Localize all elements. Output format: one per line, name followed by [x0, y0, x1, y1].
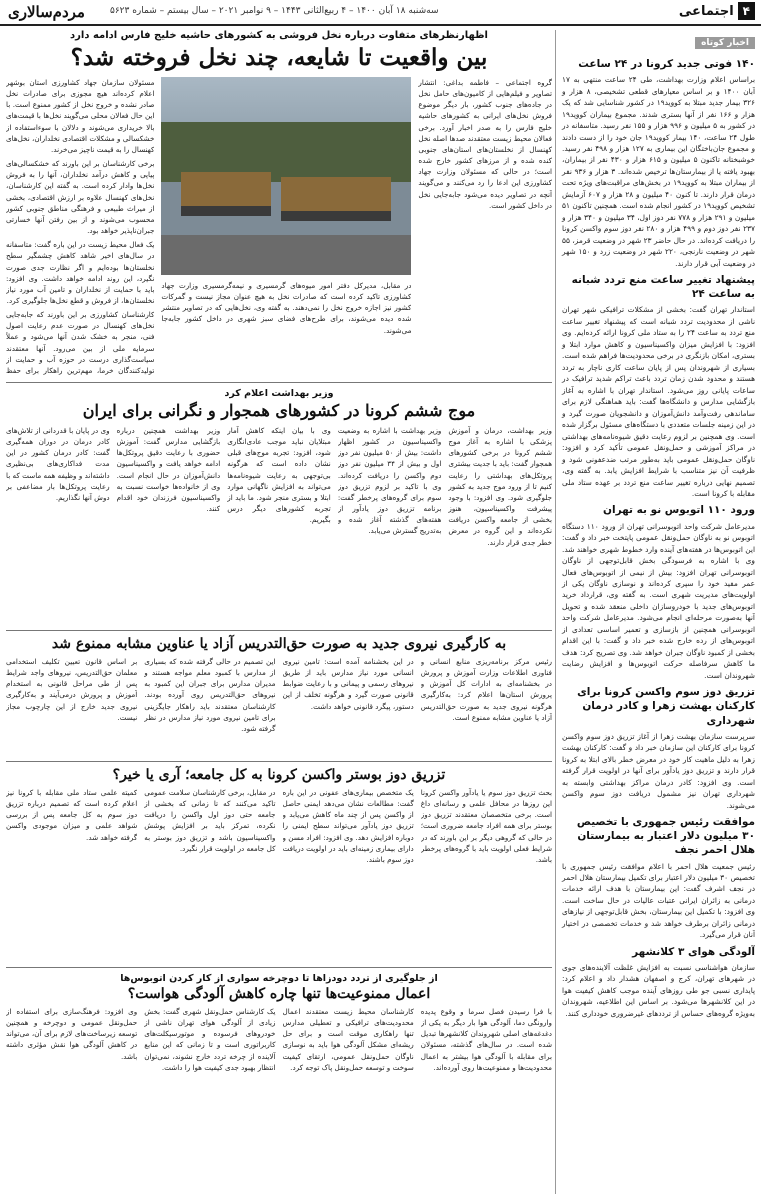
article-column	[6, 1006, 137, 1151]
article-paragraph: با فرا رسیدن فصل سرما و وقوع پدیده وارونگی دما، آلودگی هوا بار دیگر به یکی از دغدغه‌های اصلی شهروندان کلانشهرها تبدیل شده است. در سال‌های گذشته، مسئولان برای مقابله با آلودگی هوا بیشتر به اعمال محدودیت‌ها و ممنوعیت‌ها روی آورده‌اند.	[420, 1007, 552, 1072]
article-paragraph: یک متخصص بیماری‌های عفونی در این باره گفت: مطالعات نشان می‌دهد ایمنی حاصل از واکسن پس از چند ماه کاهش می‌یابد و تزریق دوز یادآور می‌تواند سطح ایمنی را دوباره افزایش دهد. وی افزود: افراد مسن و دارای بیماری زمینه‌ای باید در اولویت دریافت دوز سوم باشند.	[282, 788, 414, 864]
article-corona-sixth-wave	[6, 388, 552, 625]
article-column	[117, 425, 221, 625]
article-column	[144, 787, 275, 962]
article-column	[144, 656, 275, 756]
article-column	[144, 1006, 275, 1151]
article-column	[6, 425, 110, 625]
article-column	[227, 425, 331, 625]
article-paragraph: وی در پایان با قدردانی از تلاش‌های کادر درمان در دوران همه‌گیری گفت: کادر درمان کشور در این مدت فداکاری‌های بی‌نظیری داشته‌اند و وظیفه همه ماست که با رعایت پروتکل‌ها بار مضاعفی بر دوش آنها نگذاریم.	[6, 426, 110, 502]
section-name: اجتماعی	[678, 3, 734, 19]
article-paragraph: در مقابل، مدیرکل دفتر امور میوه‌های گرمسیری و نیمه‌گرمسیری وزارت جهاد کشاورزی تاکید کرده است که صادرات نخل به هیچ عنوان مجاز نیست و گمرکات کشور نیز اجازه خروج نخل را نمی‌دهند. به گفته وی، نخل‌هایی که در تصاویر منتشر شده دیده می‌شوند، برای طرح‌های فضای سبز شهری در داخل کشور جابه‌جا می‌شوند.	[161, 281, 412, 335]
article-paragraph: این تصمیم در حالی گرفته شده که بسیاری از مدارس با کمبود معلم مواجه هستند و مدیران مدارس برای جبران این کمبود به نیروهای حق‌التدریس روی آورده بودند. کارشناسان معتقدند باید راهکار جایگزینی برای تامین نیروی مورد نیاز مدارس در نظر گرفته شود.	[144, 657, 276, 733]
article-paragraph: کمیته علمی ستاد ملی مقابله با کرونا نیز اعلام کرده است که تصمیم درباره تزریق دوز سوم به کل جامعه پس از بررسی شواهد علمی و میزان موجودی واکسن گرفته خواهد شد.	[6, 788, 138, 842]
sidebar-item-body: براساس اعلام وزارت بهداشت، طی ۲۴ ساعت منتهی به ۱۷ آبان ۱۴۰۰ و بر اساس معیارهای قطعی تشخیصی، ۸ هزار و ۳۲۶ بیمار جدید مبتلا به کووید۱۹ در کشور شناسایی شد که یک هزار و ۱۶۶ نفر از آنها بستری شدند. مجموع بیماران کووید۱۹ در کشور به ۵ میلیون و ۹۹۶ هزار و ۱۵۵ نفر رسید. متاسفانه در طول ۲۴ ساعت، ۱۴۰ بیمار کووید۱۹ جان خود را از دست دادند و مجموع جان‌باختگان این بیماری به ۱۲۷ هزار و ۴۹۸ نفر رسید. خوشبختانه تاکنون ۵ میلیون و ۶۱۵ هزار و ۴۳۰ نفر از بیماران، بهبود یافته یا از بیمارستان‌ها ترخیص شده‌اند. ۳ هزار و ۹۳۶ نفر از بیماران مبتلا به کووید۱۹ در بخش‌های مراقبت‌های ویژه تحت درمان قرار دارند. تا کنون ۴۰ میلیون و ۲۸ هزار و ۶۰۷ آزمایش تشخیص کووید۱۹ در کشور انجام شده است. همچنین تاکنون ۵۱ میلیون و ۲۹۱ هزار و ۷۷۸ نفر دوز اول، ۳۴ میلیون و ۳۴۰ هزار و ۲۳۷ نفر دوز دوم و ۴۹۹ هزار و ۲۸۰ نفر دوز سوم واکسن کرونا را دریافت کرده‌اند. در حال حاضر ۲۳ شهر در وضعیت قرمز، ۵۵ شهر در وضعیت نارنجی، ۲۲۰ شهر در وضعیت زرد و ۱۵۰ شهر در وضعیت آبی قرار دارند.	[562, 75, 755, 268]
article-booster-dose	[6, 767, 552, 962]
sidebar-item	[562, 815, 755, 941]
sidebar-item-title: آلودگی هوای ۳ کلانشهر	[632, 945, 755, 958]
article-paragraph: یک کارشناس حمل‌ونقل شهری گفت: بخش زیادی از آلودگی هوای تهران ناشی از خودروهای فرسوده و موتورسیکلت‌های کاربراتوری است و تا زمانی که این منابع آلاینده از چرخه تردد خارج نشوند، نمی‌توان انتظار بهبود جدی کیفیت هوا را داشت.	[144, 1007, 276, 1072]
page-number: ۴	[738, 2, 755, 20]
article-kicker: از جلوگیری از تردد دودزاها تا دوچرخه سواری از کار کردن اتوبوس‌ها	[120, 973, 438, 984]
sidebar-item	[562, 685, 755, 811]
article-column	[283, 787, 414, 962]
issue-date-line: سه‌شنبه ۱۸ آبان ۱۴۰۰ – ۴ ربیع‌الثانی ۱۴۴۳ – ۹ نوامبر ۲۰۲۱ – سال بیستم – شماره ۵۶۲۳	[110, 6, 439, 16]
main-content	[6, 30, 552, 1194]
article-column	[6, 77, 154, 377]
masthead	[0, 0, 761, 26]
section-label	[679, 2, 755, 20]
article-column	[421, 787, 552, 962]
article-date-palms	[6, 30, 552, 377]
sidebar-item-body: مدیرعامل شرکت واحد اتوبوسرانی تهران از ورود ۱۱۰ دستگاه اتوبوس نو به ناوگان حمل‌ونقل عمومی پایتخت خبر داد و گفت: این اتوبوس‌ها در هفته‌های آینده وارد خطوط شهری خواهند شد. وی با اشاره به فرسودگی بخش قابل‌توجهی از ناوگان اتوبوسرانی تهران افزود: بیش از نیمی از اتوبوس‌های فعال عمر مفید خود را سپری کرده‌اند و نوسازی ناوگان یکی از اولویت‌های مدیریت شهری است. به گفته وی، قرارداد خرید اتوبوس‌های جدید با خودروسازان داخلی منعقد شده و تحویل آنها به‌صورت مرحله‌ای انجام می‌شود. مدیرعامل شرکت واحد اتوبوسرانی همچنین از بازسازی و تعمیر اساسی تعدادی از اتوبوس‌های از رده خارج شده خبر داد و گفت: با این اقدام بخشی از کمبود ناوگان جبران خواهد شد. وی تصریح کرد: هدف ما کاهش سرفاصله حرکت اتوبوس‌ها و افزایش رضایت شهروندان است.	[562, 521, 755, 680]
palm-trucks-photo	[161, 77, 411, 275]
article-kicker: اظهارنظرهای متفاوت درباره نخل فروشی به کشورهای حاشیه خلیج فارس ادامه دارد	[70, 30, 488, 41]
article-column	[448, 425, 552, 625]
article-kicker: وزیر بهداشت اعلام کرد	[224, 388, 334, 399]
sidebar-item-title: ورود ۱۱۰ اتوبوس نو به تهران	[603, 504, 755, 517]
article-paragraph: یک فعال محیط زیست در این باره گفت: متاسفانه در سال‌های اخیر شاهد کاهش چشمگیر سطح نخلستان‌ها بوده‌ایم و اگر نظارت جدی صورت نگیرد، این روند ادامه خواهد داشت. وی افزود: باید با حمایت از نخلداران و تامین آب مورد نیاز نخلستان‌ها، از فروش و قطع نخل‌ها جلوگیری کرد.	[6, 240, 155, 305]
article-column	[161, 280, 411, 377]
article-column	[421, 1006, 552, 1151]
article-headline: موج ششم کرونا در کشورهای همجوار و نگرانی برای ایران	[82, 401, 476, 420]
article-air-pollution	[6, 973, 552, 1151]
sidebar-item-title: تزریق دوز سوم واکسن کرونا برای کارکنان بهشت زهرا و کادر درمان شهرداری	[577, 686, 755, 727]
sidebar-item-body: سرپرست سازمان بهشت زهرا از آغاز تزریق دوز سوم واکسن کرونا برای کارکنان این سازمان خبر داد و گفت: کارکنان بهشت زهرا به دلیل ماهیت کار خود در معرض خطر بالای ابتلا به کرونا قرار دارند و تزریق دوز یادآور برای آنها در اولویت قرار گرفته است. وی افزود: کادر درمان مراکز بهداشتی وابسته به شهرداری تهران نیز مشمول دریافت دوز سوم واکسن می‌شوند.	[562, 731, 755, 810]
article-paragraph: کارشناسان کشاورزی بر این باورند که جابه‌جایی نخل‌های کهنسال در صورت عدم رعایت اصول فنی، منجر به خشک شدن آنها می‌شود و عملاً سرمایه ملی از بین می‌رود. آنها معتقدند سیاست‌گذاری درست در حوزه آب و حمایت از تولیدکنندگان خرما، مهم‌ترین راهکار برای حفظ	[6, 310, 155, 375]
article-paragraph: مسئولان سازمان جهاد کشاورزی استان بوشهر اعلام کرده‌اند هیچ مجوزی برای صادرات نخل صادر نشده و خروج نخل از کشور ممنوع است. با این حال فعالان محلی می‌گویند نخل‌ها با قیمت‌های بالا خریداری می‌شوند و دلالان با سوءاستفاده از خشکسالی و مشکلات اقتصادی نخلداران، نخل‌های کهنسال را به قیمت ناچیز می‌خرند.	[6, 78, 155, 154]
article-paragraph: رئیس مرکز برنامه‌ریزی منابع انسانی و فناوری اطلاعات وزارت آموزش و پرورش در بخشنامه‌ای به ادارات کل آموزش و پرورش استان‌ها اعلام کرد: به‌کارگیری هرگونه نیروی جدید به صورت حق‌التدریس آزاد یا عناوین مشابه ممنوع است.	[420, 657, 552, 722]
sidebar-item	[562, 503, 755, 681]
article-headline: تزریق دوز بوستر واکسن کرونا به کل جامعه؛ آری یا خیر؟	[112, 767, 446, 783]
short-news-sidebar	[555, 30, 755, 1194]
article-paragraph: کارشناسان محیط زیست معتقدند اعمال محدودیت‌های ترافیکی و تعطیلی مدارس تنها راهکاری موقت است و برای حل ریشه‌ای مشکل آلودگی هوا باید به نوسازی ناوگان حمل‌ونقل عمومی، ارتقای کیفیت سوخت و توسعه حمل‌ونقل پاک توجه کرد.	[282, 1007, 414, 1072]
sidebar-item-body: استاندار تهران گفت: بخشی از مشکلات ترافیکی شهر تهران ناشی از محدودیت تردد شبانه است که پیشنهاد تغییر ساعت منع تردد به ساعت ۲۴ را به ستاد ملی کرونا ارائه کرده‌ایم. وی افزود: با افزایش میزان واکسیناسیون و کاهش موارد ابتلا و بستری، امکان بازنگری در برخی محدودیت‌ها فراهم شده است. بسیاری از شهروندان پس از پایان ساعت کاری ناچار به تردد هستند و محدود شدن زمان تردد باعث تراکم شدید ترافیک در ساعات پایانی روز می‌شود. استاندار تهران با اشاره به آغاز بازگشایی مدارس و دانشگاه‌ها گفت: باید هماهنگی لازم برای ساماندهی رفت‌وآمد دانش‌آموزان و دانشجویان صورت گیرد و در این زمینه جلسات متعددی با دستگاه‌های مسئول برگزار شده است. وی همچنین بر لزوم رعایت دقیق شیوه‌نامه‌های بهداشتی در مراکز آموزشی و حمل‌ونقل عمومی تأکید کرد و افزود: ناوگان حمل‌ونقل عمومی باید به‌طور مرتب ضدعفونی شود و ظرفیت آن نیز متناسب با شرایط افزایش یابد. به گفته وی، تصمیم نهایی درباره تغییر ساعت منع تردد بر عهده ستاد ملی مقابله با کرونا است.	[562, 305, 755, 498]
sidebar-item-title: موافقت رئیس جمهوری با تخصیص ۳۰ میلیون دلار اعتبار به بیمارستان هلال احمر نجف	[576, 815, 755, 857]
article-column	[6, 656, 137, 756]
sidebar-tag: اخبار کوتاه	[695, 37, 755, 49]
sidebar-item	[562, 945, 755, 1020]
article-headline: اعمال ممنوعیت‌ها تنها چاره کاهش آلودگی هواست؟	[127, 986, 431, 1002]
article-column	[421, 656, 552, 756]
sidebar-item-body: رئیس جمعیت هلال احمر با اعلام موافقت رئیس جمهوری با تخصیص ۳۰ میلیون دلار اعتبار برای تکمیل بیمارستان هلال احمر در نجف اشرف گفت: این بیمارستان با هدف ارائه خدمات درمانی به زائران ایرانی عتبات عالیات در حال ساخت است. وی افزود: با تکمیل این بیمارستان، بخش قابل‌توجهی از نیازهای درمانی زائران برطرف خواهد شد و خدمات تخصصی در اختیار آنان قرار می‌گیرد.	[562, 861, 755, 940]
article-paragraph: برخی کارشناسان بر این باورند که خشکسالی‌های پیاپی و کاهش درآمد نخلداران، آنها را به فروش نخل‌ها وادار کرده است. به گفته این کارشناسان، نخل‌های کهنسال علاوه بر ارزش اقتصادی، بخشی از میراث طبیعی و فرهنگی مناطق جنوبی کشور محسوب می‌شوند و از بین رفتن آنها خسارتی جبران‌ناپذیر خواهد بود.	[6, 159, 155, 236]
sidebar-item-title: پیشنهاد تغییر ساعت منع تردد شبانه به ساعت ۲۴	[571, 274, 755, 301]
newspaper-logo: مردم‌سالاری	[8, 3, 85, 21]
sidebar-item	[562, 57, 755, 269]
article-paragraph: وزیر بهداشت، درمان و آموزش پزشکی با اشاره به آغاز موج ششم کرونا در برخی کشورهای همجوار گفت: باید با جدیت بیشتری پروتکل‌های بهداشتی را رعایت کنیم تا از ورود موج جدید به کشور جلوگیری شود. وی افزود: با وجود پیشرفت واکسیناسیون، هنوز بخشی از جامعه واکسن دریافت نکرده‌اند و این گروه در معرض خطر جدی قرار دارند.	[448, 426, 552, 547]
article-teacher-hiring	[6, 636, 552, 756]
article-column	[338, 425, 442, 625]
sidebar-item-title: ۱۴۰ فوتی جدید کرونا در ۲۴ ساعت	[578, 58, 755, 70]
article-column	[418, 77, 552, 377]
article-column	[283, 656, 414, 756]
article-paragraph: وزیر بهداشت همچنین درباره بازگشایی مدارس گفت: آموزش حضوری با رعایت دقیق پروتکل‌ها ادامه خواهد یافت و واکسیناسیون دانش‌آموزان در حال انجام است. وی از خانواده‌ها خواست نسبت به واکسیناسیون فرزندان خود اقدام کنند.	[116, 426, 221, 514]
article-paragraph: وی افزود: فرهنگ‌سازی برای استفاده از حمل‌ونقل عمومی و دوچرخه و همچنین توسعه زیرساخت‌های لازم برای آن، می‌تواند در کاهش آلودگی هوا نقش مؤثری داشته باشد.	[6, 1007, 138, 1061]
sidebar-item	[562, 273, 755, 499]
article-paragraph: بر اساس قانون تعیین تکلیف استخدامی معلمان حق‌التدریس، نیروهای واجد شرایط پس از طی مراحل قانونی به استخدام آموزش و پرورش درمی‌آیند و به‌کارگیری نیروی جدید خارج از این چارچوب مجاز نیست.	[6, 657, 138, 722]
article-column	[283, 1006, 414, 1151]
article-headline: به کارگیری نیروی جدید به صورت حق‌التدریس آزاد یا عناوین مشابه ممنوع شد	[51, 636, 507, 652]
article-paragraph: در مقابل، برخی کارشناسان سلامت عمومی تاکید می‌کنند که تا زمانی که بخشی از جامعه حتی دوز اول واکسن را دریافت نکرده، تمرکز باید بر افزایش پوشش واکسیناسیون باشد و تزریق دوز بوستر به کل جامعه در اولویت قرار نگیرد.	[144, 788, 276, 853]
article-headline: بین واقعیت تا شایعه، چند نخل فروخته شد؟	[70, 44, 488, 71]
article-paragraph: بحث تزریق دوز سوم یا یادآور واکسن کرونا این روزها در محافل علمی و رسانه‌ای داغ است. برخی متخصصان معتقدند تزریق دوز بوستر برای همه افراد جامعه ضروری است؛ در حالی که گروهی دیگر بر این باورند که در شرایط فعلی اولویت باید با گروه‌های پرخطر باشد.	[420, 788, 552, 864]
article-paragraph: وزیر بهداشت با اشاره به وضعیت واکسیناسیون در کشور اظهار داشت: بیش از ۵۰ میلیون نفر دوز اول و بیش از ۳۴ میلیون نفر دوز دوم واکسن را دریافت کرده‌اند. وی با تاکید بر لزوم تزریق دوز سوم برای گروه‌های پرخطر گفت: برنامه تزریق دوز یادآور از هفته‌های گذشته آغاز شده و به‌تدریج گسترش می‌یابد.	[337, 426, 442, 536]
article-paragraph: وی با بیان اینکه کاهش آمار مبتلایان نباید موجب عادی‌انگاری شود، افزود: تجربه موج‌های قبلی نشان داده است که هرگونه بی‌توجهی به رعایت شیوه‌نامه‌ها می‌تواند به افزایش ناگهانی موارد ابتلا و بستری منجر شود. ما باید از تجربه کشورهای دیگر درس بگیریم.	[227, 426, 331, 525]
sidebar-item-body: سازمان هواشناسی نسبت به افزایش غلظت آلاینده‌های جوی در شهرهای تهران، کرج و اصفهان هشدار داد و اعلام کرد: پایداری نسبی جو طی روزهای آینده موجب کاهش کیفیت هوا در این کلانشهرها می‌شود. بر اساس این اطلاعیه، شهروندان به‌ویژه گروه‌های حساس از ترددهای غیرضروری خودداری کنند.	[562, 962, 755, 1018]
article-column	[6, 787, 137, 962]
article-paragraph: گروه اجتماعی – فاطمه بداغی: انتشار تصاویر و فیلم‌هایی از کامیون‌های حامل نخل در جاده‌های جنوب کشور، بار دیگر موضوع فروش نخل‌های ایرانی به کشورهای حاشیه خلیج فارس را به صدر اخبار آورد. برخی فعالان محیط زیست معتقدند صدها اصله نخل کهنسال از نخلستان‌های استان‌های جنوبی کنده شده و از مرزهای کشور خارج شده است؛ در حالی که مسئولان وزارت جهاد کشاورزی این ادعا را رد می‌کنند و می‌گویند آنچه در تصاویر دیده می‌شود جابه‌جایی نخل در داخل کشور است.	[418, 78, 552, 210]
article-paragraph: در این بخشنامه آمده است: تامین نیروی انسانی مورد نیاز مدارس باید از طریق نیروهای رسمی و پیمانی و با رعایت ضوابط قانونی صورت گیرد و هرگونه تخلف از این دستور، پیگرد قانونی خواهد داشت.	[282, 657, 414, 711]
